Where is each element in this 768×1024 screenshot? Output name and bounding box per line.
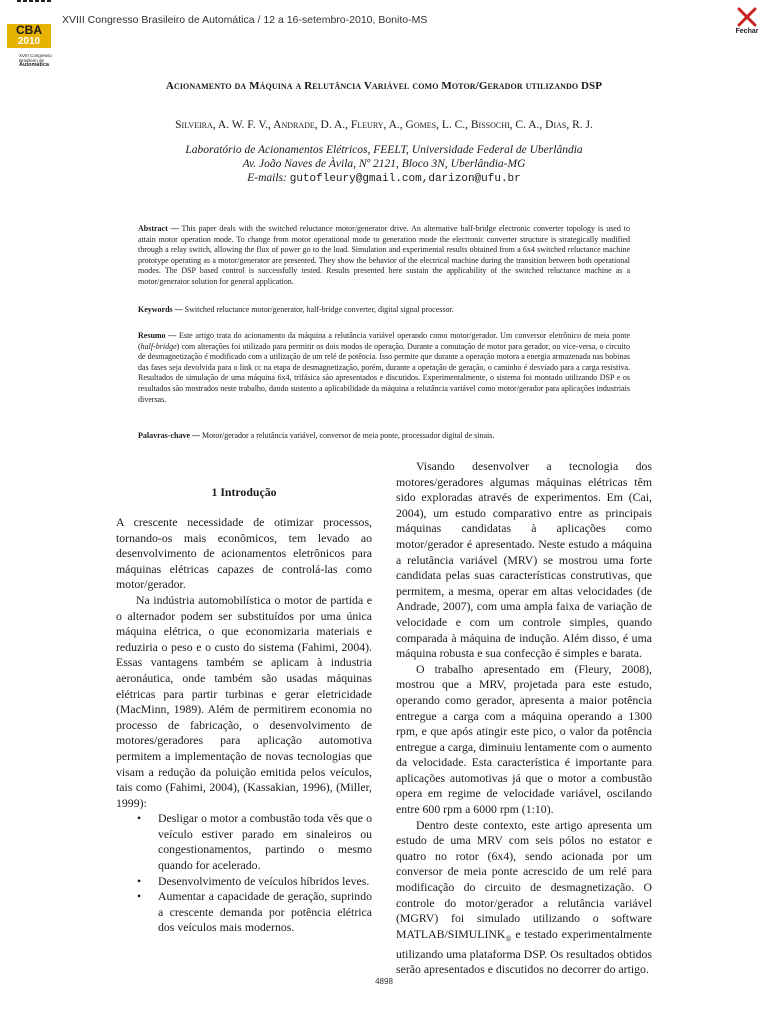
- right-p3-a: Dentro deste contexto, este artigo apresenta um estudo de uma MRV com seis pólos no estator e quatro no rotor (6x4), sendo acionada por um conversor de meia ponte acrescido de um relé para modificação do circuito de desmagnetização. O controle do motor/gerador a relutância variável (MGRV) foi simulado utilizando o software MATLAB/SIMULINK: [396, 817, 652, 941]
- right-paragraph-3: [396, 818, 652, 978]
- palavras-text: Motor/gerador a relutância variável, conversor de meia ponte, processador digital de sinais.: [202, 431, 495, 440]
- paper-title: Acionamento da Máquina a Relutância Variável como Motor/Gerador utilizando DSP: [165, 80, 603, 92]
- list-item: • Desligar o motor a combustão toda vês que o veículo estiver parado em sinaleiros ou congestionamentos, partindo o mesmo quando for acelerado.: [158, 811, 372, 873]
- benefits-list: [116, 811, 372, 936]
- list-item: • Desenvolvimento de veículos híbridos leves.: [158, 874, 372, 890]
- paper-authors: Silveira, A. W. F. V., Andrade, D. A., Fleury, A., Gomes, L. C., Bissochi, C. A., Dias, R. J.: [175, 119, 593, 131]
- emails-value: gutofleury@gmail.com,darizon@ufu.br: [289, 173, 521, 185]
- page-number: 4898: [375, 977, 393, 986]
- conference-header: XVIII Congresso Brasileiro de Automática / 12 a 16-setembro-2010, Bonito-MS: [62, 14, 428, 26]
- close-icon[interactable]: [736, 6, 758, 28]
- right-paragraph-2: O trabalho apresentado em (Fleury, 2008), mostrou que a MRV, projetada para este estudo, operando como gerador, apresenta a maior potência entregue a carga com a máquina operando a 1300 rpm, e que após atingir este pico, o valor da potência entregue a carga, diminuiu lentamente com o aumento da velocidade. Esta característica é importante para aplicações automotivas já que o motor a combustão opera em regime de velocidade variável, oscilando entre 600 rpm a 6000 rpm (1:10).: [396, 661, 652, 817]
- abstract-text: This paper deals with the switched reluctance motor/generator drive. An alternative half-bridge electronic converter topology is used to attain motor operation mode. To change from motor operational mode to generation mode the electronic converter structure is strategically modified through a relay switch, allowing the flux of power go to the load. Simulation and experimental results obtained from a 6x4 switched reluctance machine prototype operating as a motor/generator are presented. They show the behavior of the electrical machine during the transition between both operational modes. The DSP based control is successfully tested. Results presented here sustain the applicability of the switched reluctance machine as a motor/generator solution for general application.: [138, 224, 631, 286]
- emails-label: E-mails:: [247, 172, 290, 184]
- registered-mark: ®: [505, 934, 512, 944]
- resumo-text-a: Este artigo trata do acionamento da máquina a relutância variável operando como motor/gerador. Um conversor eletrônico de meia ponte (: [138, 331, 631, 351]
- logo-subtitle: [19, 53, 53, 68]
- resumo: [138, 331, 630, 405]
- abstract-label: Abstract —: [138, 224, 179, 233]
- right-paragraph-1: Visando desenvolver a tecnologia dos motores/geradores algumas máquinas elétricas têm sido exploradas através de experimentos. Em (Cai, 2004), um estudo comparativo entre as principais máquinas candidatas à aplicações como motor/gerador é apresentado. Neste estudo a máquina a relutância variável (MRV) se mostrou uma forte candidata pelas suas características construtivas, que permitem, a mesma, operar em altas velocidades (de Andrade, 2007), com uma ampla faixa de variação de velocidade e com um controle simples, quando comparada à máquina de indução. Além disso, é uma máquina robusta e sua confecção é simples e barata.: [396, 459, 652, 661]
- abstract: [138, 224, 630, 288]
- logo-sub-line3: Automática: [19, 62, 49, 68]
- palavras-label: Palavras-chave —: [138, 431, 200, 440]
- keywords-text: Switched reluctance motor/generator, half-bridge converter, digital signal processor.: [184, 305, 454, 314]
- close-label[interactable]: Fechar: [735, 28, 759, 35]
- cba-logo: [3, 0, 53, 78]
- intro-paragraph-1: A crescente necessidade de otimizar processos, tornando-os mais econômicos, tem levado ao desenvolvimento de acionamentos eletrônicos para máquinas elétricas capazes de controlá-las como motor/gerador.: [116, 515, 372, 592]
- affiliation-emails: [0, 172, 768, 185]
- right-p3-b: e testado experimentalmente utilizando uma plataforma DSP. Os resultados obtidos serão apresentados e discutidos no decorrer do artigo.: [396, 926, 652, 977]
- resumo-text-b: ) com alterações foi utilizado para permitir os dois modos de operação. Durante a comutação de motor para gerador, ou vice-versa, o circuito de desmagnetização é modificado com a utilização de um relé de potência. Isso permite que durante a operação motora a energia armazenada nas bobinas das fases seja devolvida para o link cc na etapa de desmagnetização, porém, durante a operação de geração, o caminho é desviado para a carga resistiva. Resultados de simulação de uma máquina 6x4, trifásica são apresentados e discutidos. Experimentalmente, o sistema foi montado utilizando DSP e os resultados são mostrados neste trabalho, dando sustento a aplicabilidade da máquina a relutância variável como motor/gerador para aplicações industriais diversas.: [138, 341, 630, 404]
- keywords-label: Keywords —: [138, 305, 183, 314]
- logo-year: 2010: [17, 36, 41, 47]
- resumo-label: Resumo —: [138, 331, 177, 340]
- right-column: [396, 459, 652, 978]
- affiliation-address: Av. João Naves de Àvila, Nº 2121, Bloco 3N, Uberlândia-MG: [242, 158, 526, 170]
- palavras-chave: [138, 431, 630, 442]
- resumo-italic: half-bridge: [140, 341, 177, 351]
- list-item: • Aumentar a capacidade de geração, suprindo a crescente demanda por potência elétrica dos veículos mais modernos.: [158, 889, 372, 936]
- intro-paragraph-2: Na indústria automobilística o motor de partida e o alternador podem ser substituídos por uma única máquina elétrica, o que economizaria materiais e reduziria o peso e o custo do sistema (Fahimi, 2004). Essas vantagens também se aplicam à industria aeronáutica, onde também são usadas máquinas elétricas para partir turbinas e gerar eletricidade (MacMinn, 1989). Além de permitirem economia no processo de fabricação, o desenvolvimento de motores/geradores para aplicação automotiva permitem a implementação de novas tecnologias que visam a redução da poluição emitida pelos veículos, tais como (Fahimi, 2004), (Kassakian, 1996), (Miller, 1999):: [116, 592, 372, 810]
- logo-sub-line1: XVIII Congresso: [19, 53, 52, 58]
- close-button[interactable]: [727, 6, 767, 42]
- section-heading: 1 Introdução: [211, 485, 277, 499]
- logo-text: CBA: [16, 23, 42, 37]
- affiliation-lab: Laboratório de Acionamentos Elétricos, FEELT, Universidade Federal de Uberlândia: [185, 144, 583, 156]
- left-column: [116, 515, 372, 936]
- logo-sub-line2: Brasileiro de: [19, 58, 45, 63]
- logo-badge: [7, 24, 51, 48]
- keywords: [138, 305, 630, 316]
